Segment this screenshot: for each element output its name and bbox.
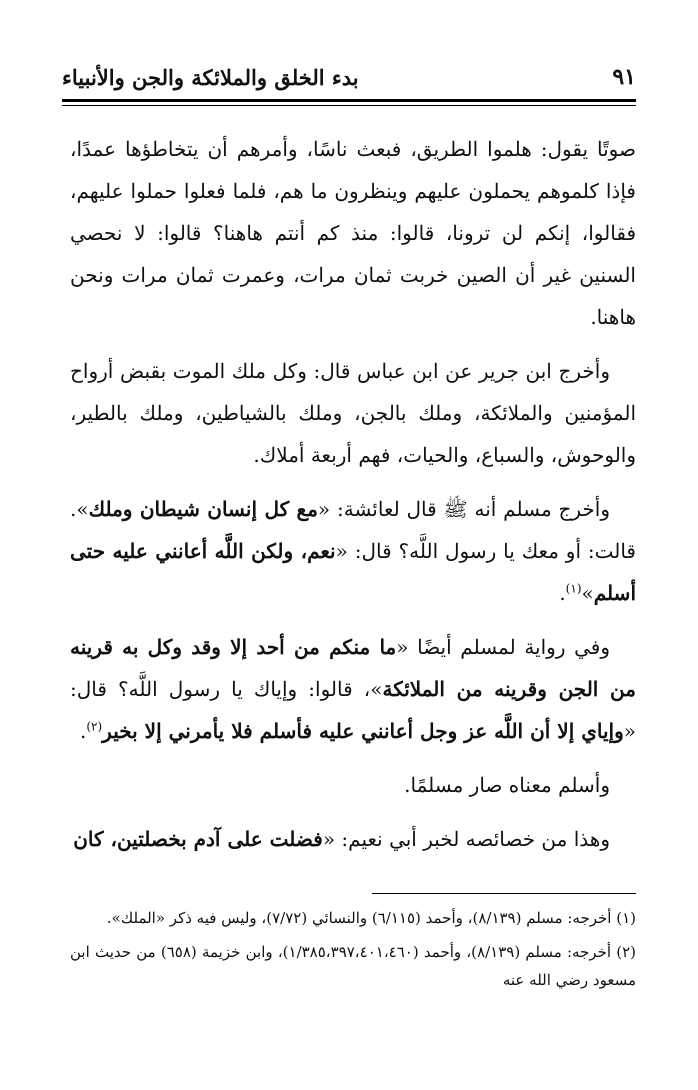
paragraph-5: وأسلم معناه صار مسلمًا. [404, 773, 610, 797]
hadith-quote: وإياي إلا أن اللَّه عز وجل أعانني عليه فأسلم فلا يأمرني إلا بخير [102, 719, 624, 743]
paragraph-1: صوتًا يقول: هلموا الطريق، فبعث ناسًا، وأمرهم أن يتخاطؤها عمدًا، فإذا كلموهم يحملون عليهم وينظرون ما هم، فلما فعلوا حملوا عليهم، فقالوا، إنكم لن ترونا، قالوا: منذ كم أنتم هاهنا؟ قالوا: لا نحصي السنين غير أن الصين خربت ثمان مرات، وعمرت ثمان مرات ونحن هاهنا. [70, 137, 636, 329]
footnote-rule [372, 893, 636, 894]
text-run: . [79, 719, 87, 743]
text-run: وأخرج مسلم أنه ﷺ قال لعائشة: « [317, 497, 611, 521]
paragraph-2: وأخرج ابن جرير عن ابن عباس قال: وكل ملك الموت بقبض أرواح المؤمنين والملائكة، وملك بالجن، وملك بالشياطين، وملك بالطير، والوحوش، والسباع، والحيات، فهم أربعة أملاك. [70, 359, 636, 467]
text-run: »، قالوا: وإياك يا رسول اللَّه؟ قال: « [70, 677, 636, 743]
page-number: ٩١ [612, 64, 636, 90]
main-text [70, 128, 636, 872]
text-run: » [581, 581, 594, 605]
footnote-1: (١) أخرجه: مسلم (٨/١٣٩)، وأحمد (٦/١١٥) والنسائي (٧/٧٢)، وليس فيه ذكر «الملك». [106, 909, 636, 927]
hadith-quote: فضلت على آدم بخصلتين، كان [73, 827, 323, 851]
footnote-ref: (١) [565, 581, 582, 596]
running-header [62, 64, 636, 90]
text-run: وفي رواية لمسلم أيضًا « [396, 635, 610, 659]
footnotes [70, 904, 636, 1000]
header-rule-thick [62, 99, 636, 102]
text-run: . [559, 581, 566, 605]
paragraph-4 [70, 626, 636, 752]
running-title: بدء الخلق والملائكة والجن والأنبياء [62, 65, 359, 90]
header-rule-thin [62, 105, 636, 106]
paragraph-6 [70, 818, 636, 860]
hadith-quote: ما منكم من أحد إلا وقد وكل به قرينه من الجن وقرينه من الملائكة [70, 635, 636, 701]
footnote-ref: (٢) [86, 719, 103, 734]
text-run: ». قالت: أو معك يا رسول اللَّه؟ قال: « [70, 497, 636, 563]
paragraph-3 [70, 488, 636, 614]
hadith-quote: نعم، ولكن اللَّه أعانني عليه حتى أسلم [70, 539, 636, 605]
footnote-2: (٢) أخرجه: مسلم (٨/١٣٩)، وأحمد (١/٣٨٥،٣٩٧،٤٠١،٤٦٠)، وابن خزيمة (٦٥٨) من حديث ابن مسعود رضي الله عنه [70, 943, 637, 989]
hadith-quote: مع كل إنسان شيطان وملك [88, 497, 318, 521]
text-run: وهذا من خصائصه لخبر أبي نعيم: « [322, 827, 610, 851]
